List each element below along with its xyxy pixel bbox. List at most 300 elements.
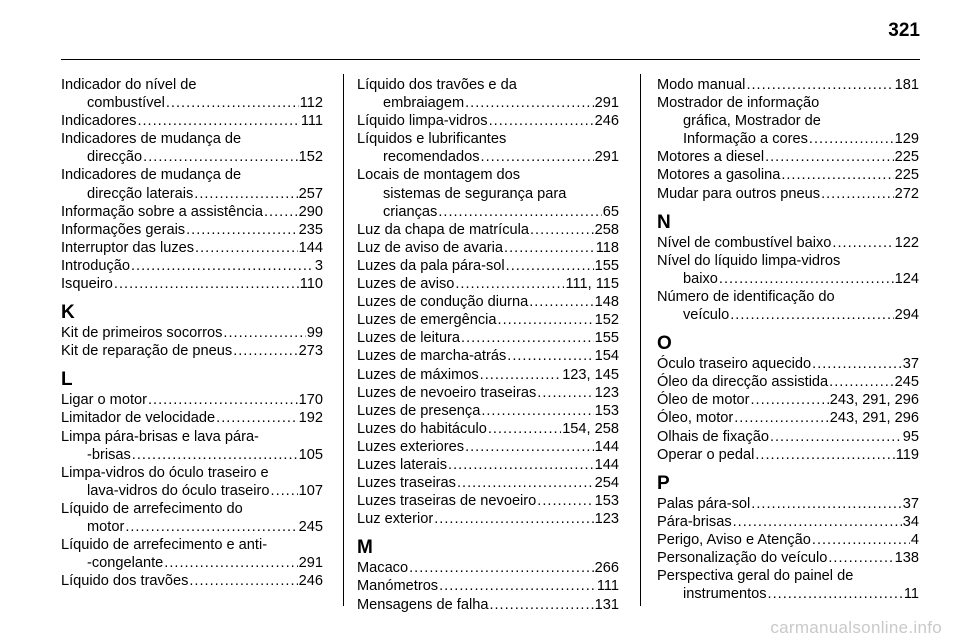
entry-leader-row bbox=[657, 446, 919, 464]
entry-term: Luz de aviso de avaria bbox=[357, 239, 504, 256]
index-entry bbox=[357, 420, 619, 438]
index-entry bbox=[657, 288, 919, 324]
entry-leader-row bbox=[357, 510, 619, 528]
entry-page-ref: 235 bbox=[298, 221, 323, 238]
entry-term: Modo manual bbox=[657, 77, 746, 93]
entry-page-ref: 111 bbox=[300, 113, 323, 130]
entry-term: Informação sobre a assistência bbox=[61, 203, 263, 220]
index-entry bbox=[657, 409, 919, 427]
entry-page-ref: 138 bbox=[894, 549, 919, 566]
index-entry bbox=[357, 384, 619, 402]
entry-leader-row bbox=[657, 185, 919, 203]
index-entry bbox=[657, 76, 919, 94]
entry-text-line: Mostrador de informação bbox=[657, 95, 820, 112]
entry-leader-row bbox=[61, 518, 323, 536]
dot-leader bbox=[832, 234, 893, 252]
entry-leader-row bbox=[357, 456, 619, 474]
entry-leader-row bbox=[61, 391, 323, 409]
index-entry bbox=[657, 531, 919, 549]
entry-text-line: Líquidos e lubrificantes bbox=[357, 131, 507, 148]
index-column-1 bbox=[61, 76, 323, 590]
index-entry bbox=[61, 76, 323, 112]
dot-leader bbox=[504, 239, 595, 257]
index-entry bbox=[357, 275, 619, 293]
entry-page-ref: 105 bbox=[298, 446, 323, 463]
dot-leader bbox=[529, 293, 593, 311]
index-letter-heading: P bbox=[657, 472, 670, 494]
entry-page-ref: 144 bbox=[594, 456, 619, 473]
entry-term: Luzes de aviso bbox=[357, 276, 455, 293]
entry-term: Luzes de marcha-atrás bbox=[357, 348, 507, 365]
entry-page-ref: 112 bbox=[299, 95, 323, 112]
entry-text-line: sistemas de segurança para bbox=[383, 185, 567, 202]
entry-term: crianças bbox=[383, 203, 438, 220]
entry-term: -brisas bbox=[87, 446, 131, 463]
entry-page-ref: 152 bbox=[594, 312, 619, 329]
entry-text-line: Locais de montagem dos bbox=[357, 167, 521, 184]
entry-leader-row bbox=[657, 585, 919, 603]
dot-leader bbox=[465, 94, 594, 112]
dot-leader bbox=[438, 203, 601, 221]
dot-leader bbox=[812, 355, 902, 373]
dot-leader bbox=[137, 112, 299, 130]
dot-leader bbox=[506, 257, 594, 275]
index-entry bbox=[61, 536, 323, 572]
entry-term: Isqueiro bbox=[61, 276, 113, 293]
entry-leader-row bbox=[357, 239, 619, 257]
entry-leader-row bbox=[357, 366, 619, 384]
entry-leader-row bbox=[657, 409, 919, 427]
entry-term: Olhais de fixação bbox=[657, 428, 769, 445]
dot-leader bbox=[455, 275, 564, 293]
entry-leader-row bbox=[657, 513, 919, 531]
dot-leader bbox=[271, 482, 298, 500]
entry-term: recomendados bbox=[383, 149, 480, 166]
entry-page-ref: 192 bbox=[298, 410, 323, 427]
index-entry bbox=[357, 456, 619, 474]
index-entry bbox=[61, 428, 323, 464]
entry-page-ref: 148 bbox=[594, 294, 619, 311]
entry-leader-row bbox=[657, 531, 919, 549]
entry-leader-row bbox=[61, 148, 323, 166]
dot-leader bbox=[829, 373, 893, 391]
entry-term: Motores a diesel bbox=[657, 149, 765, 166]
dot-leader bbox=[125, 518, 297, 536]
entry-term: Óleo de motor bbox=[657, 392, 750, 409]
entry-page-ref: 37 bbox=[902, 356, 919, 373]
entry-page-ref: 272 bbox=[894, 185, 919, 202]
index-entry bbox=[61, 324, 323, 342]
dot-leader bbox=[164, 554, 297, 572]
entry-term: Indicadores bbox=[61, 113, 137, 130]
index-entry bbox=[61, 221, 323, 239]
entry-term: combustível bbox=[87, 95, 165, 112]
entry-term: Luz exterior bbox=[357, 511, 434, 528]
dot-leader bbox=[530, 221, 594, 239]
dot-leader bbox=[481, 402, 593, 420]
entry-page-ref: 3 bbox=[314, 257, 323, 274]
entry-leader-row bbox=[357, 384, 619, 402]
entry-term: Luzes de presença bbox=[357, 402, 481, 419]
entry-term: Luzes do habitáculo bbox=[357, 420, 487, 437]
entry-leader-row bbox=[61, 554, 323, 572]
index-entry bbox=[657, 94, 919, 148]
index-letter-heading: L bbox=[61, 369, 73, 391]
entry-page-ref: 111 bbox=[596, 578, 619, 595]
dot-leader bbox=[489, 596, 593, 614]
entry-term: Mudar para outros pneus bbox=[657, 185, 821, 202]
index-entry bbox=[61, 464, 323, 500]
index-entry bbox=[357, 474, 619, 492]
dot-leader bbox=[457, 474, 594, 492]
index-letter-heading: N bbox=[657, 211, 671, 233]
index-column-2 bbox=[357, 76, 619, 614]
index-entry bbox=[357, 510, 619, 528]
entry-term: Ligar o motor bbox=[61, 392, 147, 409]
entry-term: Óleo da direcção assistida bbox=[657, 374, 829, 391]
index-entry bbox=[657, 391, 919, 409]
index-entry bbox=[357, 76, 619, 112]
entry-leader-row bbox=[657, 148, 919, 166]
index-column-3 bbox=[657, 76, 919, 603]
entry-page-ref: 246 bbox=[298, 573, 323, 590]
dot-leader bbox=[195, 239, 298, 257]
entry-term: lava-vidros do óculo traseiro bbox=[87, 482, 270, 499]
column-divider bbox=[640, 74, 641, 606]
entry-page-ref: 154 bbox=[594, 348, 619, 365]
entry-term: Kit de reparação de pneus bbox=[61, 343, 233, 360]
entry-page-ref: 131 bbox=[594, 596, 619, 613]
entry-text-line: Líquido dos travões e da bbox=[357, 77, 517, 93]
entry-term: Informações gerais bbox=[61, 221, 186, 238]
entry-term: -congelante bbox=[87, 555, 164, 572]
entry-term: direcção bbox=[87, 149, 143, 166]
entry-leader-row bbox=[61, 572, 323, 590]
entry-term: Óculo traseiro aquecido bbox=[657, 356, 812, 373]
entry-term: Luzes laterais bbox=[357, 456, 448, 473]
entry-leader-row bbox=[657, 166, 919, 184]
entry-page-ref: 291 bbox=[594, 149, 619, 166]
index-entry bbox=[657, 234, 919, 252]
dot-leader bbox=[233, 342, 297, 360]
entry-page-ref: 170 bbox=[298, 392, 323, 409]
index-entry bbox=[357, 166, 619, 220]
index-entry bbox=[657, 428, 919, 446]
entry-term: Luzes traseiras de nevoeiro bbox=[357, 493, 537, 510]
entry-term: Luzes de nevoeiro traseiras bbox=[357, 384, 537, 401]
entry-term: Luz da chapa de matrícula bbox=[357, 221, 529, 238]
dot-leader bbox=[132, 446, 298, 464]
entry-page-ref: 124 bbox=[894, 270, 919, 287]
entry-leader-row bbox=[657, 76, 919, 94]
entry-leader-row bbox=[61, 112, 323, 130]
index-entry bbox=[61, 112, 323, 130]
entry-leader-row bbox=[357, 347, 619, 365]
index-entry bbox=[357, 130, 619, 166]
entry-page-ref: 225 bbox=[894, 167, 919, 184]
entry-page-ref: 123 bbox=[594, 511, 619, 528]
entry-leader-row bbox=[357, 420, 619, 438]
entry-leader-row bbox=[61, 257, 323, 275]
entry-page-ref: 129 bbox=[894, 131, 919, 148]
entry-page-ref: 257 bbox=[298, 185, 323, 202]
entry-page-ref: 153 bbox=[594, 402, 619, 419]
entry-page-ref: 153 bbox=[594, 493, 619, 510]
entry-leader-row bbox=[357, 112, 619, 130]
entry-term: Mensagens de falha bbox=[357, 596, 489, 613]
dot-leader bbox=[730, 306, 893, 324]
dot-leader bbox=[498, 311, 594, 329]
dot-leader bbox=[809, 130, 894, 148]
dot-leader bbox=[114, 275, 299, 293]
entry-term: Luzes de máximos bbox=[357, 366, 479, 383]
entry-page-ref: 294 bbox=[894, 307, 919, 324]
entry-text-line: Limpa pára-brisas e lava pára- bbox=[61, 428, 259, 445]
entry-term: Nível de combustível baixo bbox=[657, 234, 832, 251]
entry-page-ref: 155 bbox=[594, 257, 619, 274]
index-entry bbox=[61, 572, 323, 590]
index-entry bbox=[357, 577, 619, 595]
entry-term: instrumentos bbox=[683, 586, 767, 603]
entry-leader-row bbox=[61, 446, 323, 464]
entry-page-ref: 291 bbox=[298, 555, 323, 572]
entry-term: Motores a gasolina bbox=[657, 167, 781, 184]
dot-leader bbox=[755, 446, 894, 464]
entry-leader-row bbox=[61, 94, 323, 112]
entry-leader-row bbox=[61, 324, 323, 342]
entry-page-ref: 34 bbox=[902, 513, 919, 530]
entry-term: Introdução bbox=[61, 257, 130, 274]
dot-leader bbox=[537, 384, 593, 402]
entry-page-ref: 123 bbox=[594, 384, 619, 401]
entry-term: Manómetros bbox=[357, 578, 439, 595]
entry-leader-row bbox=[357, 438, 619, 456]
index-entry bbox=[657, 567, 919, 603]
entry-term: embraiagem bbox=[383, 95, 465, 112]
entry-term: Líquido limpa-vidros bbox=[357, 113, 488, 130]
column-divider bbox=[343, 74, 344, 606]
entry-term: Kit de primeiros socorros bbox=[61, 325, 223, 342]
dot-leader bbox=[733, 513, 902, 531]
dot-leader bbox=[143, 148, 297, 166]
index-entry bbox=[357, 257, 619, 275]
header-rule bbox=[61, 59, 920, 60]
entry-leader-row bbox=[61, 221, 323, 239]
entry-term: Macaco bbox=[357, 560, 409, 577]
index-entry bbox=[657, 252, 919, 288]
entry-page-ref: 258 bbox=[594, 221, 619, 238]
index-entry bbox=[657, 355, 919, 373]
entry-leader-row bbox=[357, 577, 619, 595]
entry-text-line: gráfica, Mostrador de bbox=[683, 113, 821, 130]
entry-leader-row bbox=[357, 221, 619, 239]
index-entry bbox=[657, 549, 919, 567]
entry-page-ref: 245 bbox=[894, 374, 919, 391]
entry-leader-row bbox=[357, 596, 619, 614]
entry-page-ref: 111, 115 bbox=[565, 276, 619, 293]
entry-page-ref: 123, 145 bbox=[562, 366, 619, 383]
entry-page-ref: 155 bbox=[594, 330, 619, 347]
entry-leader-row bbox=[657, 549, 919, 567]
entry-page-ref: 65 bbox=[602, 203, 619, 220]
entry-leader-row bbox=[657, 495, 919, 513]
entry-leader-row bbox=[357, 311, 619, 329]
entry-leader-row bbox=[657, 373, 919, 391]
index-letter-heading: O bbox=[657, 333, 672, 355]
entry-text-line: Perspectiva geral do painel de bbox=[657, 568, 854, 585]
dot-leader bbox=[461, 329, 594, 347]
entry-leader-row bbox=[61, 275, 323, 293]
index-entry bbox=[357, 366, 619, 384]
dot-leader bbox=[131, 257, 314, 275]
entry-page-ref: 144 bbox=[298, 239, 323, 256]
entry-leader-row bbox=[61, 203, 323, 221]
entry-term: Luzes de emergência bbox=[357, 312, 497, 329]
index-entry bbox=[657, 513, 919, 531]
entry-page-ref: 273 bbox=[298, 343, 323, 360]
entry-page-ref: 144 bbox=[594, 438, 619, 455]
index-entry bbox=[357, 221, 619, 239]
entry-page-ref: 254 bbox=[594, 475, 619, 492]
entry-leader-row bbox=[61, 342, 323, 360]
entry-term: Palas pára-sol bbox=[657, 495, 751, 512]
index-entry bbox=[357, 402, 619, 420]
entry-page-ref: 245 bbox=[298, 518, 323, 535]
entry-leader-row bbox=[357, 293, 619, 311]
entry-term: Luzes de leitura bbox=[357, 330, 461, 347]
index-entry bbox=[657, 185, 919, 203]
dot-leader bbox=[480, 366, 562, 384]
entry-page-ref: 99 bbox=[306, 325, 323, 342]
dot-leader bbox=[734, 409, 828, 427]
entry-term: Pára-brisas bbox=[657, 513, 732, 530]
index-entry bbox=[61, 239, 323, 257]
dot-leader bbox=[481, 148, 594, 166]
dot-leader bbox=[828, 549, 893, 567]
entry-leader-row bbox=[61, 409, 323, 427]
entry-leader-row bbox=[657, 270, 919, 288]
entry-text-line: Líquido de arrefecimento do bbox=[61, 500, 243, 517]
entry-term: baixo bbox=[683, 270, 718, 287]
index-entry bbox=[61, 342, 323, 360]
entry-page-ref: 154, 258 bbox=[562, 420, 619, 437]
entry-page-ref: 119 bbox=[895, 446, 919, 463]
entry-leader-row bbox=[357, 94, 619, 112]
entry-term: Operar o pedal bbox=[657, 446, 755, 463]
index-entry bbox=[61, 166, 323, 202]
dot-leader bbox=[434, 510, 593, 528]
dot-leader bbox=[768, 585, 903, 603]
entry-term: Luzes traseiras bbox=[357, 475, 456, 492]
dot-leader bbox=[765, 148, 894, 166]
entry-term: veículo bbox=[683, 307, 730, 324]
entry-term: motor bbox=[87, 518, 125, 535]
index-entry bbox=[657, 373, 919, 391]
entry-page-ref: 266 bbox=[594, 560, 619, 577]
index-entry bbox=[357, 438, 619, 456]
entry-leader-row bbox=[357, 148, 619, 166]
entry-page-ref: 225 bbox=[894, 149, 919, 166]
page-number: 321 bbox=[888, 20, 920, 41]
entry-text-line: Líquido de arrefecimento e anti- bbox=[61, 537, 268, 554]
entry-leader-row bbox=[657, 428, 919, 446]
entry-term: Luzes da pala pára-sol bbox=[357, 257, 505, 274]
entry-leader-row bbox=[657, 306, 919, 324]
entry-leader-row bbox=[357, 474, 619, 492]
entry-leader-row bbox=[657, 355, 919, 373]
dot-leader bbox=[821, 185, 894, 203]
entry-term: Luzes exteriores bbox=[357, 438, 465, 455]
dot-leader bbox=[812, 531, 910, 549]
index-entry bbox=[357, 239, 619, 257]
dot-leader bbox=[189, 572, 297, 590]
index-letter-heading: M bbox=[357, 537, 373, 559]
entry-leader-row bbox=[657, 234, 919, 252]
entry-page-ref: 243, 291, 296 bbox=[829, 410, 919, 427]
entry-page-ref: 152 bbox=[298, 149, 323, 166]
entry-page-ref: 110 bbox=[299, 276, 323, 293]
dot-leader bbox=[194, 185, 297, 203]
entry-term: Luzes de condução diurna bbox=[357, 294, 529, 311]
dot-leader bbox=[448, 456, 594, 474]
index-entry bbox=[61, 500, 323, 536]
entry-page-ref: 11 bbox=[903, 586, 919, 603]
index-entry bbox=[357, 347, 619, 365]
dot-leader bbox=[746, 76, 893, 94]
index-letter-heading: K bbox=[61, 302, 75, 324]
index-entry bbox=[61, 391, 323, 409]
index-entry bbox=[357, 112, 619, 130]
entry-leader-row bbox=[61, 185, 323, 203]
entry-leader-row bbox=[357, 329, 619, 347]
entry-page-ref: 243, 291, 296 bbox=[829, 392, 919, 409]
dot-leader bbox=[751, 495, 901, 513]
entry-page-ref: 95 bbox=[902, 428, 919, 445]
dot-leader bbox=[166, 94, 299, 112]
index-entry bbox=[61, 409, 323, 427]
entry-text-line: Indicadores de mudança de bbox=[61, 131, 242, 148]
entry-text-line: Limpa-vidros do óculo traseiro e bbox=[61, 464, 269, 481]
entry-term: Perigo, Aviso e Atenção bbox=[657, 531, 811, 548]
index-entry bbox=[357, 293, 619, 311]
dot-leader bbox=[750, 391, 828, 409]
dot-leader bbox=[719, 270, 894, 288]
entry-page-ref: 246 bbox=[594, 113, 619, 130]
dot-leader bbox=[489, 112, 594, 130]
entry-term: Líquido dos travões bbox=[61, 573, 189, 590]
entry-leader-row bbox=[357, 559, 619, 577]
entry-term: Personalização do veículo bbox=[657, 549, 828, 566]
entry-term: Óleo, motor bbox=[657, 410, 734, 427]
index-entry bbox=[357, 492, 619, 510]
dot-leader bbox=[507, 347, 593, 365]
dot-leader bbox=[223, 324, 305, 342]
entry-term: Limitador de velocidade bbox=[61, 410, 216, 427]
entry-leader-row bbox=[61, 239, 323, 257]
index-entry bbox=[657, 166, 919, 184]
dot-leader bbox=[488, 420, 561, 438]
entry-page-ref: 107 bbox=[298, 482, 323, 499]
entry-term: Informação a cores bbox=[683, 131, 808, 148]
index-entry bbox=[657, 148, 919, 166]
entry-page-ref: 290 bbox=[298, 203, 323, 220]
dot-leader bbox=[216, 409, 298, 427]
dot-leader bbox=[465, 438, 594, 456]
index-entry bbox=[657, 446, 919, 464]
index-entry bbox=[657, 495, 919, 513]
entry-page-ref: 122 bbox=[894, 234, 919, 251]
index-entry bbox=[61, 257, 323, 275]
